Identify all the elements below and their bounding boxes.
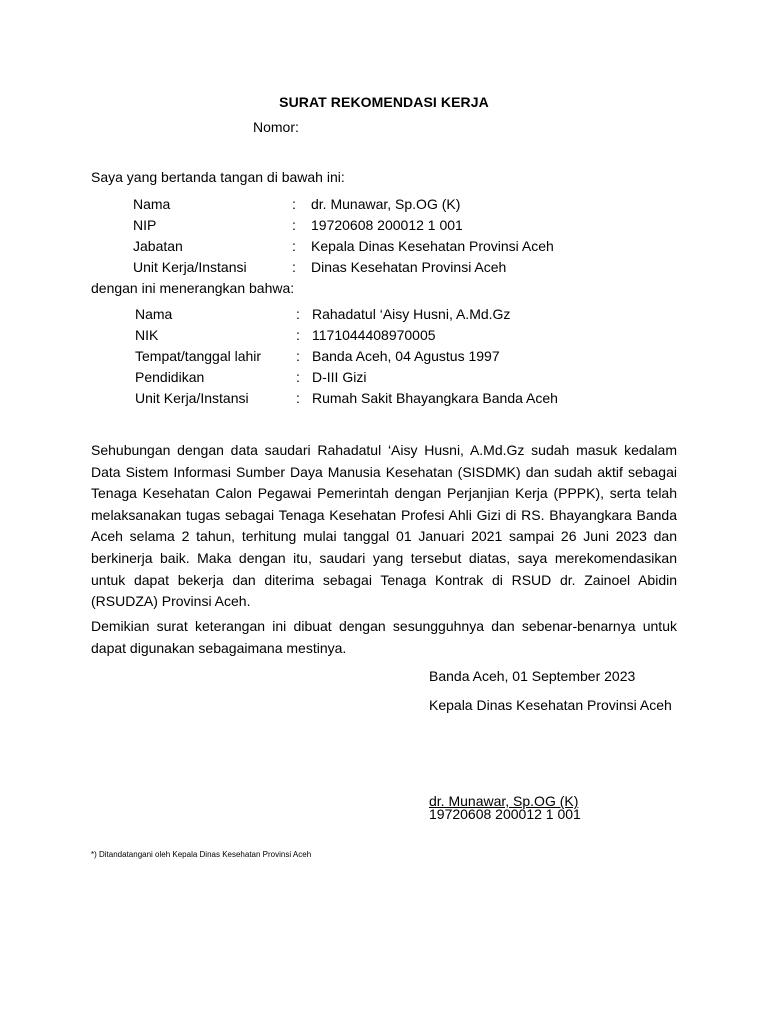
body-paragraph-closing: Demikian surat keterangan ini dibuat dengan sesungguhnya dan sebenar-benarnya untuk dapat digunakan sebagaimana mestinya. [91, 618, 677, 656]
signature-nip: 19720608 200012 1 001 [429, 806, 581, 822]
field-value: Dinas Kesehatan Provinsi Aceh [311, 259, 507, 275]
field-colon: : [296, 306, 300, 322]
signature-position: Kepala Dinas Kesehatan Provinsi Aceh [429, 697, 672, 713]
field-colon: : [296, 348, 300, 364]
field-value: Rahadatul ‘Aisy Husni, A.Md.Gz [312, 306, 511, 322]
field-label: Nama [135, 306, 173, 322]
field-colon: : [292, 238, 296, 254]
intro-text: Saya yang bertanda tangan di bawah ini: [91, 169, 345, 185]
field-value: dr. Munawar, Sp.OG (K) [311, 196, 461, 212]
field-colon: : [292, 259, 296, 275]
field-value: 1171044408970005 [312, 327, 436, 343]
letter-title: SURAT REKOMENDASI KERJA [279, 94, 489, 110]
field-label: Unit Kerja/Instansi [133, 259, 247, 275]
field-value: Rumah Sakit Bhayangkara Banda Aceh [312, 390, 558, 406]
field-label: Jabatan [133, 238, 183, 254]
field-value: Banda Aceh, 04 Agustus 1997 [312, 348, 500, 364]
signature-name: dr. Munawar, Sp.OG (K) [429, 793, 579, 809]
field-value: Kepala Dinas Kesehatan Provinsi Aceh [311, 238, 554, 254]
letter-number-label: Nomor: [253, 119, 299, 135]
field-label: NIP [133, 217, 157, 233]
field-label: Pendidikan [135, 369, 205, 385]
body-paragraph-recommendation: Sehubungan dengan data saudari Rahadatul ‘Aisy Husni, A.Md.Gz sudah masuk kedalam Data Sistem Informasi Sumber Daya Manusia Kesehatan (SISDMK) dan sudah aktif sebagai Tenaga Kesehatan Calon Pegawai Pemerintah dengan Perjanjian Kerja (PPPK), serta telah melaksanakan tugas sebagai Tenaga Kesehatan Profesi Ahli Gizi di RS. Bhayangkara Banda Aceh selama 2 tahun, terhitung mulai tanggal 01 Januari 2021 sampai 26 Juni 2023 dan berkinerja baik. Maka dengan itu, saudari yang tersebut diatas, saya merekomendasikan untuk dapat bekerja dan diterima sebagai Tenaga Kontrak di RSUD dr. Zainoel Abidin (RSUDZA) Provinsi Aceh. [91, 442, 677, 610]
signature-place-date: Banda Aceh, 01 September 2023 [429, 668, 636, 684]
field-colon: : [292, 196, 296, 212]
field-value: 19720608 200012 1 001 [311, 217, 463, 233]
field-value: D-III Gizi [312, 369, 367, 385]
statement-text: dengan ini menerangkan bahwa: [91, 280, 295, 296]
field-colon: : [296, 369, 300, 385]
field-colon: : [292, 217, 296, 233]
footnote: *) Ditandatangani oleh Kepala Dinas Kesehatan Provinsi Aceh [91, 850, 312, 859]
field-label: Unit Kerja/Instansi [135, 390, 249, 406]
field-label: Tempat/tanggal lahir [135, 348, 262, 364]
field-label: Nama [133, 196, 171, 212]
field-label: NIK [135, 327, 159, 343]
field-colon: : [296, 390, 300, 406]
field-colon: : [296, 327, 300, 343]
